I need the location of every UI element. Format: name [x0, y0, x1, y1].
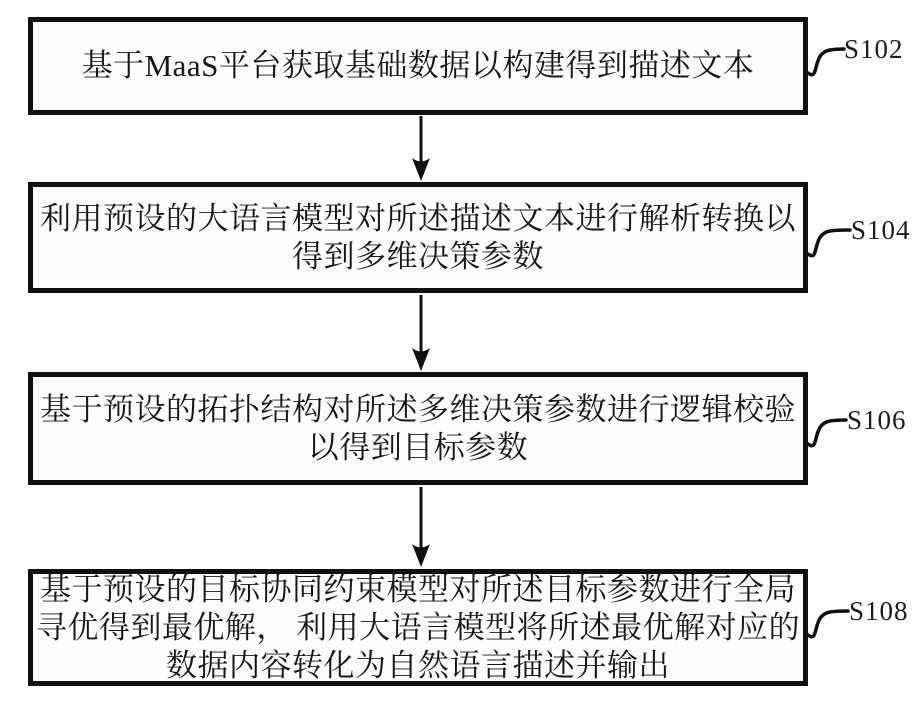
step-text-line: 以得到目标参数 [307, 429, 529, 465]
step-label-s104: S104 [851, 215, 911, 245]
step-label-s108: S108 [849, 596, 909, 626]
step-text-line: 寻优得到最优解， 利用大语言模型将所述最优解对应的 [35, 609, 801, 645]
step-text-line: 基于预设的目标协同约束模型对所述目标参数进行全局 [40, 571, 796, 607]
flow-step-box-s102 [28, 17, 808, 115]
step-label-s106: S106 [847, 405, 907, 435]
flow-step-box-s104 [28, 182, 808, 293]
reference-connector-s102 [808, 49, 844, 75]
step-text-line: 利用预设的大语言模型对所述描述文本进行解析转换以 [40, 200, 796, 236]
step-text-line: 基于预设的拓扑结构对所述多维决策参数进行逻辑校验 [40, 391, 796, 427]
step-text-line: 数据内容转化为自然语言描述并输出 [166, 647, 670, 683]
reference-connector-s108 [808, 611, 848, 637]
step-text-line: 基于MaaS平台获取基础数据以构建得到描述文本 [81, 48, 755, 83]
reference-connector-s104 [808, 230, 850, 256]
flow-step-box-s106 [28, 372, 808, 485]
flow-step-box-s108 [28, 569, 808, 686]
step-label-s102: S102 [844, 34, 904, 64]
reference-connector-s106 [808, 420, 846, 446]
step-text-line: 得到多维决策参数 [292, 238, 544, 274]
